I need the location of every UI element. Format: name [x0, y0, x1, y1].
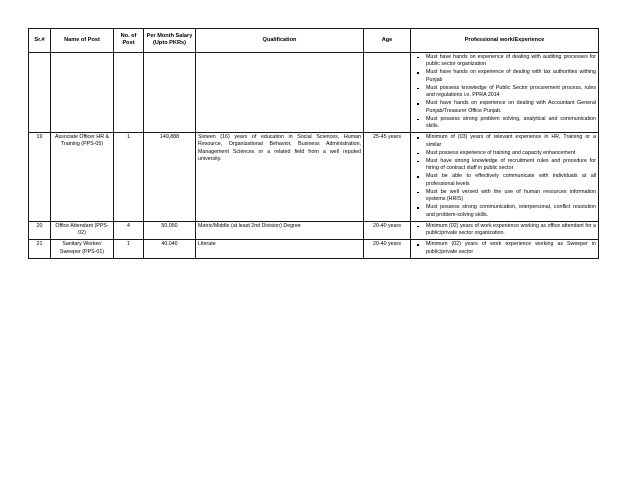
cell-name-of-post: Office Attendant (PPS-02) [51, 221, 114, 240]
experience-bullet-list [413, 134, 596, 219]
cell-serial-number: 21 [29, 240, 51, 259]
cell-number-of-posts [114, 52, 144, 133]
experience-bullet-list [413, 241, 596, 256]
table-body [29, 52, 599, 258]
cell-qualification: Literate [196, 240, 364, 259]
cell-age: 20-40 years [364, 240, 411, 259]
cell-name-of-post [51, 52, 114, 133]
experience-bullet-item: Must possess strong communication, interpersonal, conflict resolution and problem-solving skills. [413, 204, 596, 219]
cell-number-of-posts: 4 [114, 221, 144, 240]
experience-bullet-item: Must possess knowledge of Public Sector procurement process, rules and regulations i.e. PPRA 2014 [413, 85, 596, 100]
cell-age: 25-45 years [364, 133, 411, 222]
cell-professional-experience [411, 133, 599, 222]
table-row [29, 240, 599, 259]
experience-bullet-item: Minimum of (03) years of relevant experience in HR, Training or a similar [413, 134, 596, 149]
column-header-name-of-post: Name of Post [51, 29, 114, 53]
table-header-row [29, 29, 599, 53]
column-header-age: Age [364, 29, 411, 53]
experience-bullet-item: Must possess experience of training and capacity enhancement [413, 150, 596, 158]
experience-bullet-item: Must have strong knowledge of recruitment rules and procedure for hiring of contract staff in public sector [413, 158, 596, 173]
experience-bullet-item: Must possess strong problem solving, analytical and communication skills. [413, 116, 596, 131]
column-header-no-of-post: No. of Post [114, 29, 144, 53]
column-header-sr: Sr.# [29, 29, 51, 53]
cell-serial-number: 20 [29, 221, 51, 240]
cell-qualification [196, 52, 364, 133]
cell-serial-number: 19 [29, 133, 51, 222]
cell-monthly-salary: 40,040 [144, 240, 196, 259]
column-header-qualification: Qualification [196, 29, 364, 53]
cell-age: 20-40 years [364, 221, 411, 240]
cell-number-of-posts: 1 [114, 133, 144, 222]
cell-qualification: Sixteen (16) years of education in Social Sciences, Human Resource, Organizational Behavior, Business Administration, Management Sciences or a related field from a well reputed university. [196, 133, 364, 222]
experience-bullet-item: Minimum (02) years of work experience working as Sweeper in public/private sector [413, 241, 596, 256]
table-header [29, 29, 599, 53]
experience-bullet-item: Must be able to effectively communicate with individuals at all professional levels [413, 173, 596, 188]
cell-number-of-posts: 1 [114, 240, 144, 259]
experience-bullet-item: Minimum (02) years of work experience working as office attendant for a public/private sector organization. [413, 223, 596, 238]
cell-monthly-salary: 50,050 [144, 221, 196, 240]
cell-professional-experience [411, 221, 599, 240]
cell-professional-experience [411, 240, 599, 259]
cell-professional-experience [411, 52, 599, 133]
experience-bullet-item: Must have hands on experience on dealing with Accountant General Punjab/Treasurer Office Punjab. [413, 100, 596, 115]
experience-bullet-item: Must be well versed with the use of human resources information systems (HRIS) [413, 189, 596, 204]
cell-serial-number [29, 52, 51, 133]
cell-monthly-salary [144, 52, 196, 133]
cell-qualification: Matric/Middle (at least 2nd Division) Degree [196, 221, 364, 240]
experience-bullet-item: Must have hands on experience of dealing with tax authorities withing Punjab [413, 69, 596, 84]
table-row [29, 52, 599, 133]
experience-bullet-item: Must have hands on experience of dealing with auditing processes for public sector organization [413, 54, 596, 69]
column-header-experience: Professional work/Experience [411, 29, 599, 53]
cell-name-of-post: Associate Officer HR & Training (PPS-05) [51, 133, 114, 222]
table-row [29, 133, 599, 222]
experience-bullet-list [413, 54, 596, 131]
cell-age [364, 52, 411, 133]
table-row [29, 221, 599, 240]
cell-name-of-post: Sanitary Worker/ Sweeper (PPS-01) [51, 240, 114, 259]
cell-monthly-salary: 149,888 [144, 133, 196, 222]
recruitment-posts-table [28, 28, 599, 259]
jobs-table-container [28, 28, 598, 259]
experience-bullet-list [413, 223, 596, 238]
column-header-salary: Per Month Salary (Upto PKRs) [144, 29, 196, 53]
